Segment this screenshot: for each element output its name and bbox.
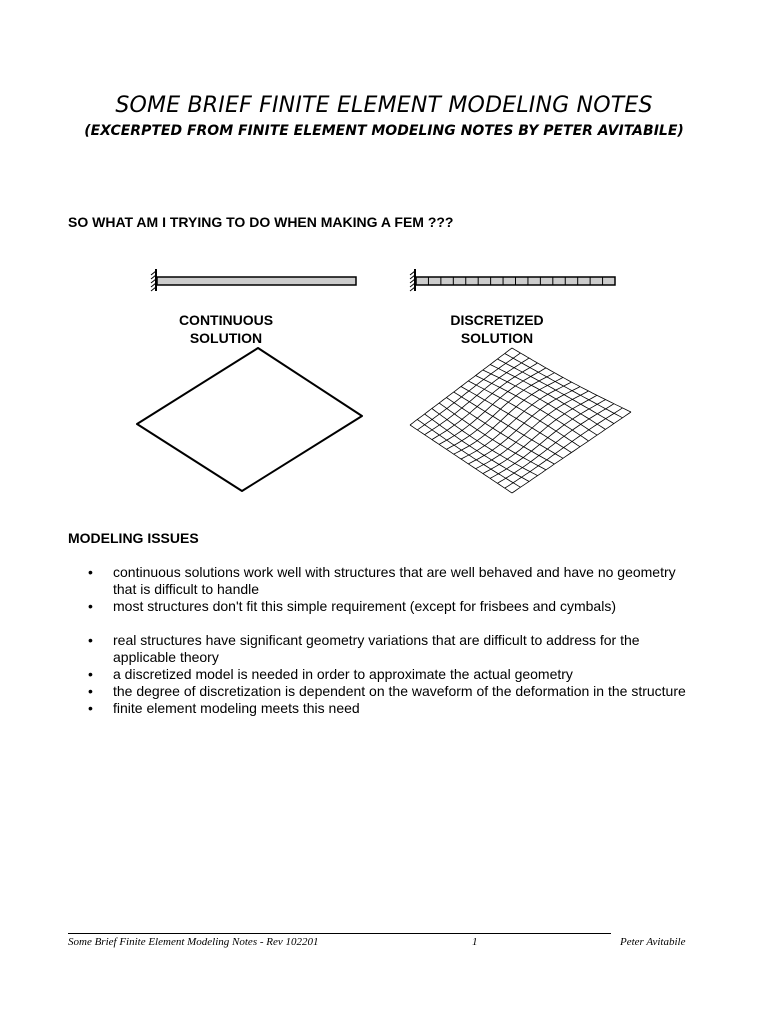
- continuous-beam: [151, 269, 356, 291]
- list-item: • continuous solutions work well with structures that are well behaved and have no geometry that is difficult to handle: [68, 564, 688, 598]
- discretized-solution-label: DISCRETIZED SOLUTION: [450, 312, 544, 346]
- mesh-line: [490, 400, 605, 479]
- discretized-mesh: [410, 348, 631, 493]
- footer-rule: [68, 933, 611, 934]
- list-item: • finite element modeling meets this need: [68, 700, 688, 717]
- section-heading-modeling-issues: MODELING ISSUES: [68, 530, 199, 546]
- list-item: • a discretized model is needed in order to approximate the actual geometry: [68, 666, 688, 683]
- footer-author: Peter Avitabile: [620, 936, 686, 948]
- footer-document-title: Some Brief Finite Element Modeling Notes - Rev 102201: [68, 936, 319, 948]
- footer-page-number: 1: [472, 936, 478, 948]
- mesh-line: [512, 348, 631, 412]
- section-heading-fem: SO WHAT AM I TRYING TO DO WHEN MAKING A FEM ???: [68, 214, 454, 230]
- mesh-line: [432, 363, 538, 440]
- list-item: • the degree of discretization is dependent on the waveform of the deformation in the structure: [68, 683, 688, 700]
- continuous-plate: [137, 348, 362, 491]
- mesh-line: [425, 358, 529, 435]
- list-item: • real structures have significant geometry variations that are difficult to address for the applicable theory: [68, 632, 688, 666]
- list-item: • most structures don't fit this simple requirement (except for frisbees and cymbals): [68, 598, 688, 615]
- mesh-line: [483, 395, 597, 473]
- modeling-issues-list: [68, 564, 688, 717]
- document-subtitle: (EXCERPTED FROM FINITE ELEMENT MODELING NOTES BY PETER AVITABILE): [84, 123, 684, 139]
- mesh-line: [417, 353, 520, 430]
- discretized-beam: [410, 269, 615, 291]
- document-title: SOME BRIEF FINITE ELEMENT MODELING NOTES: [115, 93, 653, 118]
- mesh-line: [505, 354, 623, 418]
- continuous-solution-label: CONTINUOUS SOLUTION: [178, 312, 274, 346]
